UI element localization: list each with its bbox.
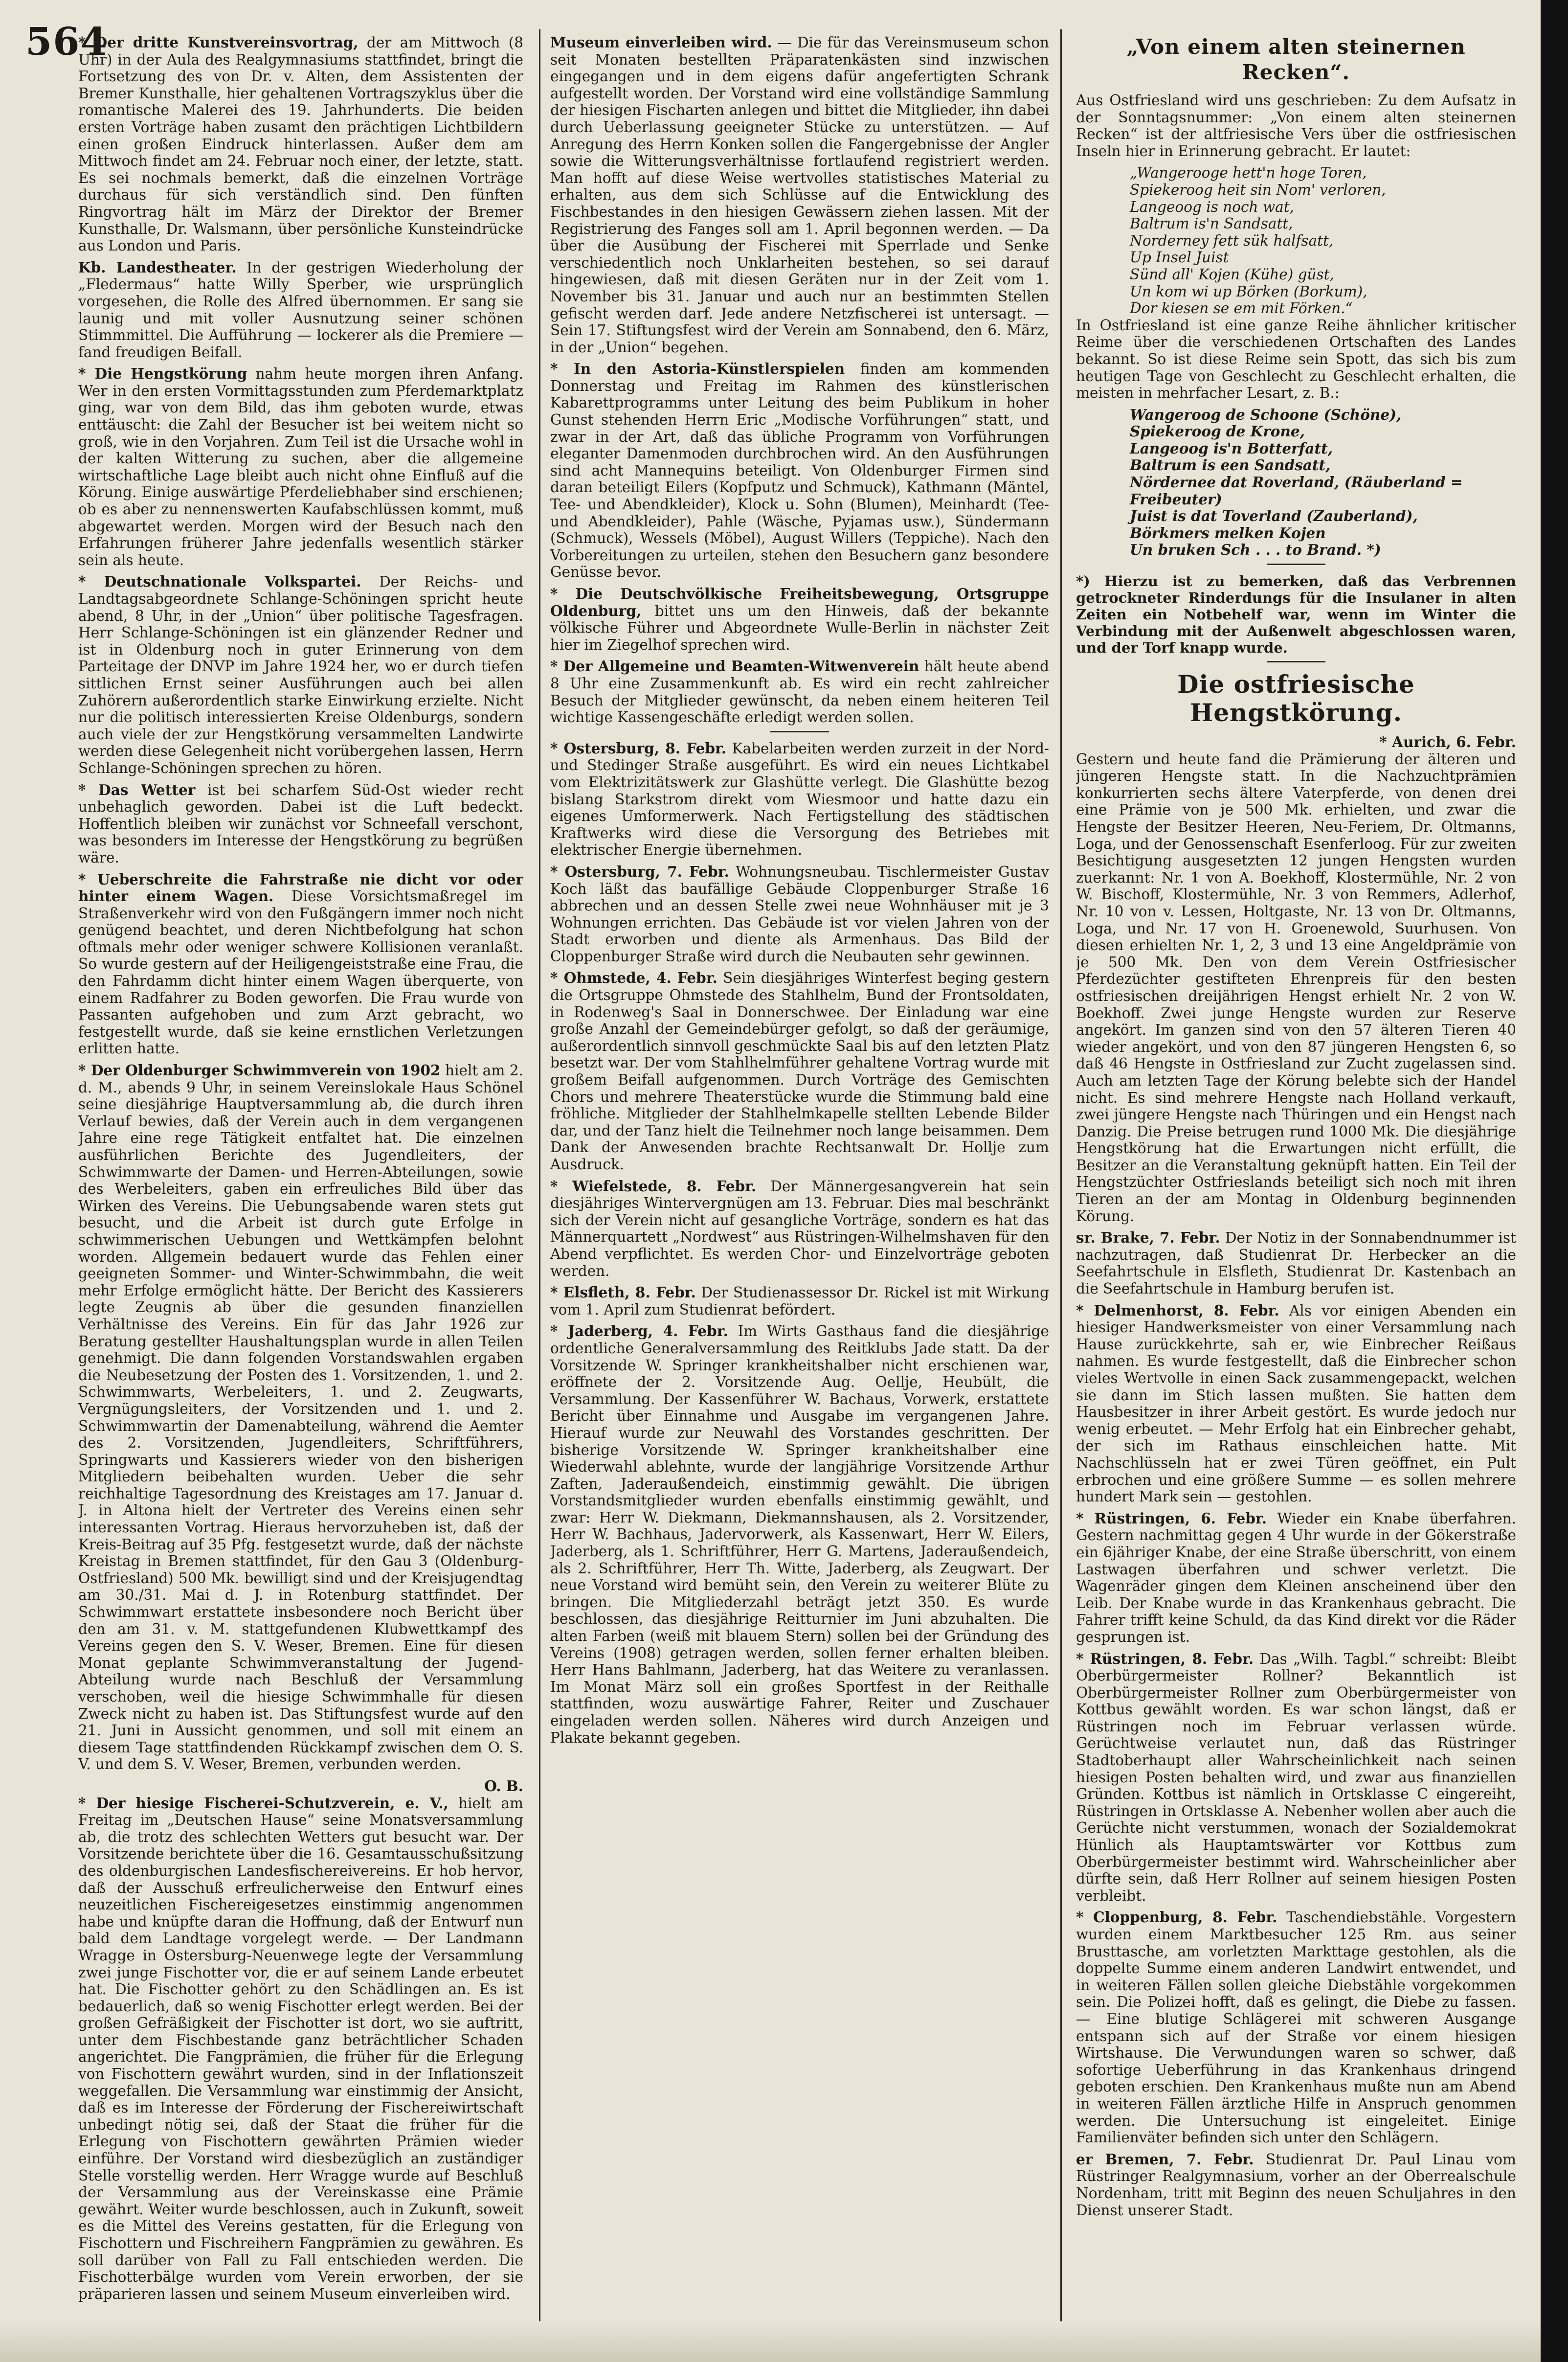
poem-line: Langeoog is noch wat, xyxy=(1130,198,1294,215)
poem-line: Sünd all' Kojen (Kühe) güst, xyxy=(1130,266,1334,283)
article-ostersburg-wohnung: * Ostersburg, 7. Febr. Wohnungsneubau. Tischlermeister Gustav Koch läßt das baufällige Gebäude Cloppenburger Straße 16 abbrechen und an dessen Stelle zwei neue Wohnhäuser mit je 3 Wohnungen errichten. Das Gebäude ist vor vielen Jahren von der Stadt erworben und diente als Armenhaus. Das Bild der Cloppenburger Straße wird durch die Neubauten sehr gewinnen. xyxy=(550,863,1049,965)
section-divider xyxy=(1267,661,1325,662)
page-bottom-margin xyxy=(0,2321,1541,2362)
article-volkspartei: * Deutschnationale Volkspartei. Der Reichs- und Landtagsabgeordnete Schlange-Schöningen spricht heute abend, 8 Uhr, in der „Union“ über politische Tagesfragen. Herr Schlange-Schöningen ist ein glänzender Redner und ist in Oldenburg noch in guter Erinnerung von dem Parteitage der DNVP im Jahre 1924 her, wo er durch tiefen sittlichen Ernst seiner Ausführungen auch bei allen Zuhörern außerordentlich starke Einwirkung erzielte. Nicht nur die politisch interessierten Kreise Oldenburgs, sondern auch viele der zur Hengstkörung versammelten Landwirte werden diese Gelegenheit nicht vorübergehen lassen, Herrn Schlange-Schöningen sprechen zu hören. xyxy=(78,573,523,776)
article-cloppenburg: * Cloppenburg, 8. Febr. Taschendiebstähle. Vorgestern wurden einem Marktbesucher 125 Rm. aus seiner Brusttasche, am vorletzten Markttage gestohlen, als die doppelte Summe einem anderen Landwirt entwendet, und in weiteren Fällen sollen gleiche Diebstähle vorgekommen sein. Die Polizei hofft, daß es gelingt, die Diebe zu fassen. — Eine blutige Schlägerei mit schweren Ausgange entspann sich auf der Straße vor einem hiesigen Wirtshause. Die Verwundungen waren so schwer, daß sofortige Ueberführung in das Krankenhaus dringend geboten erschien. Den Krankenhaus mußte nun am Abend in weiteren Fällen ärztliche Hilfe in Anspruch genommen werden. Die Untersuchung ist eingeleitet. Einige Familienväter befinden sich unter den Schlägern. xyxy=(1076,1908,1516,2146)
poem-line: Up Insel Juist xyxy=(1130,249,1229,266)
article-recke-intro: Aus Ostfriesland wird uns geschrieben: Zu dem Aufsatz in der Sonntagsnummer: „Von einem alten steinernen Recken“ ist der altfriesische Vers über die ostfriesischen Inseln hier in Erinnerung gebracht. Er lautet: xyxy=(1076,92,1516,159)
article-aurich: Gestern und heute fand die Prämierung der älteren und jüngeren Hengste statt. In die Nachzuchtprämien konkurrierten sechs ältere Vaterpferde, von denen drei eine Prämie von je 500 Mk. erhielten, und zwar die Hengste der Besitzer Heeren, Neu-Feriem, Dr. Oltmanns, Loga, und der Genossenschaft Esenferloog. Für zur zweiten Besichtigung ausgesetzten 12 jungen Hengsten wurden zuerkannt: Nr. 1 von A. Boekhoff, Klostermühle, Nr. 2 von W. Bischoff, Klostermühle, Nr. 3 von Remmers, Adlerhof, Nr. 10 von v. Lessen, Holtgaste, Nr. 13 von Dr. Oltmanns, Loga, und Nr. 17 von H. Groenewold, Suurhusen. Von diesen erhielten Nr. 1, 2, 3 und 13 eine Angeldprämie von je 500 Mk. Den von dem Verein Ostfriesischer Pferdezüchter gestifteten Ehrenpreis für den besten ostfriesischen dreijährigen Hengst erhielt Nr. 2 von W. Boekhoff. Zwei junge Hengste wurden zur Reserve angekört. Im ganzen sind von den 57 älteren Tieren 40 wieder angekört, und von den 87 jüngeren Hengsten 6, so daß 46 Hengste in Ostfriesland zur Zucht zugelassen sind. Auch am letzten Tage der Körung belebte sich der Handel nicht. Es sind mehrere Hengste nach Holland verkauft, zwei jüngere Hengste nach Thüringen und ein Hengst nach Danzig. Die Preise betrugen rund 1000 Mk. Die diesjährige Hengstkörung hat die Erwartungen nicht erfüllt, die Besitzer an die Veranstaltung geknüpft hatten. Ein Teil der Hengstzüchter Ostfrieslands beteiligt sich noch mit ihren Tieren an der am Montag in Oldenburg beginnenden Körung. xyxy=(1076,750,1516,1225)
poem-line: Langeoog is'n Botterfatt, xyxy=(1130,439,1333,457)
article-ostersburg-kabel: * Ostersburg, 8. Febr. Kabelarbeiten werden zurzeit in der Nord- und Stedinger Straße ausgeführt. Es wird ein neues Lichtkabel vom Elektrizitätswerk zur Glashütte verlegt. Die Glashütte bezog bislang Starkstrom direkt vom Wiesmoor und hatte dazu ein eigenes Umformerwerk. Nach Fertigstellung des städtischen Kraftwerks wird diese die Versorgung des Betriebes mit elektrischer Energie übernehmen. xyxy=(550,739,1049,859)
article-elsfleth: * Elsfleth, 8. Febr. Der Studienassessor Dr. Rickel ist mit Wirkung vom 1. April zum Studienrat befördert. xyxy=(550,1284,1049,1318)
poem-line: Dor kiesen se em mit Förken.“ xyxy=(1130,300,1353,317)
article-museum: Museum einverleiben wird. — Die für das Vereinsmuseum schon seit Monaten bestellten Präparatenkästen sind inzwischen eingegangen und in dem eigens dafür angefertigten Schrank aufgestellt worden. Der Vorstand wird eine vollständige Sammlung der hiesigen Fischarten anlegen und bittet die Mitglieder, ihn dabei durch Ueberlassung geeigneter Stücke zu unterstützen. — Auf Anregung des Herrn Konken sollen die Fangergebnisse der Angler sowie die Witterungsverhältnisse fortlaufend registriert werden. Man hofft auf diese Weise wertvolles statistisches Material zu erhalten, aus dem sich Schlüsse auf die Entwicklung des Fischbestandes in den hiesigen Gewässern ziehen lassen. Mit der Registrierung des Fanges soll am 1. April begonnen werden. — Da über die Ausübung der Fischerei mit Sperrlade und Senke verschiedentlich noch Unklarheiten bestehen, so sei darauf hingewiesen, daß mit diesen Geräten nur in der Zeit vom 1. November bis 31. Januar und auch nur an bestimmten Stellen gefischt werden darf. Jede andere Netzfischerei ist untersagt. — Sein 17. Stiftungsfest wird der Verein am Sonnabend, den 6. März, in der „Union“ begehen. xyxy=(550,34,1049,356)
article-fahrstrasse: * Ueberschreite die Fahrstraße nie dicht vor oder hinter einem Wagen. Diese Vorsichtsmaßregel im Straßenverkehr wird von den Fußgängern immer noch nicht genügend beachtet, und deren Nichtbefolgung hat schon oftmals mehr oder weniger schwere Kollisionen veranlaßt. So wurde gestern auf der Heiligengeiststraße eine Frau, die den Fahrdamm dicht hinter einem Wagen überquerte, von einem Radfahrer zu Boden geworfen. Die Frau wurde von Passanten aufgehoben und zum Arzt gebracht, wo festgestellt wurde, daß sie keine ernstlichen Verletzungen erlitten hatte. xyxy=(78,870,523,1057)
article-jaderberg: * Jaderberg, 4. Febr. Im Wirts Gasthaus fand die diesjährige ordentliche Generalversammlung des Reitklubs Jade statt. Da der Vorsitzende W. Springer krankheitshalber nicht erschienen war, eröffnete der 2. Vorsitzende Aug. Oellje, Heubült, die Versammlung. Der Kassenführer W. Bachaus, Vorwerk, erstattete Bericht über Einnahme und Ausgabe im vergangenen Jahre. Hierauf wurde zur Neuwahl des Vorstandes geschritten. Der bisherige Vorsitzende W. Springer krankheitshalber eine Wiederwahl ablehnte, wurde der langjährige Vorsitzende Arthur Zaften, Jaderaußendeich, einstimmig gewählt. Die übrigen Vorstandsmitglieder wurden ebenfalls einstimmig gewählt, und zwar: Herr W. Diekmann, Diekmannshausen, als 2. Vorsitzender, Herr W. Bachhaus, Jadervorwerk, als Kassenwart, Herr W. Eilers, Jaderberg, als 1. Schriftführer, Herr G. Martens, Jaderaußendeich, als 2. Schriftführer, Herr Th. Witte, Jaderberg, als Zeugwart. Der neue Vorstand wird bemüht sein, den Verein zu weiterer Blüte zu bringen. Die Mitgliederzahl beträgt jetzt 350. Es wurde beschlossen, das diesjährige Reitturnier im Juni abzuhalten. Die alten Farben (weiß mit blauem Stern) sollen bei der Gründung des Vereins (1908) getragen werden, sollen ferner erhalten bleiben. Herr Hans Bahlmann, Jaderberg, hat das Weitere zu veranlassen. Im Monat März soll ein großes Sportfest in der Reithalle stattfinden, wozu auswärtige Fahrer, Reiter und Zuschauer eingeladen werden sollen. Näheres wird durch Anzeigen und Plakate bekannt gegeben. xyxy=(550,1322,1049,1746)
article-landestheater: Kb. Landestheater. In der gestrigen Wiederholung der „Fledermaus“ hatte Willy Sperber, wie ursprünglich vorgesehen, die Rolle des Alfred übernommen. Er sang sie launig und mit voller Ausnutzung seiner schönen Stimmmittel. Die Aufführung — lockerer als die Premiere — fand freudigen Beifall. xyxy=(78,258,523,361)
article-witwenverein: * Der Allgemeine und Beamten-Witwenverein hält heute abend 8 Uhr eine Zusammenkunft ab. Es wird ein recht zahlreicher Besuch der Mitglieder gewünscht, da neben einem heiteren Teil wichtige Kassengeschäfte erledigt werden sollen. xyxy=(550,658,1049,726)
poem-line: „Wangerooge hett'n hoge Toren, xyxy=(1130,164,1367,182)
poem-line: Norderney fett sük halfsatt, xyxy=(1130,232,1334,249)
section-divider xyxy=(1267,564,1325,565)
poem-line: Spiekeroog heit sin Nom' verloren, xyxy=(1130,181,1386,198)
scan-edge xyxy=(1541,0,1568,2362)
article-signature: O. B. xyxy=(484,1777,523,1794)
article-schwimmverein: * Der Oldenburger Schwimmverein von 1902 hielt am 2. d. M., abends 9 Uhr, in seinem Vereinslokale Haus Schönel seine diesjährige Hauptversammlung ab, die durch ihren Verlauf bewies, daß der Verein auch in dem vergangenen Jahre eine rege Tätigkeit entfaltet hat. Die einzelnen ausführlichen Berichte des Jugendleiters, der Schwimmwarte der Damen- und Herren-Abteilungen, sowie des Werbeleiters, gaben ein erfreuliches Bild über das Wirken des Vereins. Die Uebungsabende waren stets gut besucht, und die Arbeit ist durch gute Erfolge in schwimmerischen Uebungen und Wettkämpfen belohnt worden. Allgemein bedauert wurde das Fehlen einer geeigneten Sommer- und Winter-Schwimmbahn, die weit mehr Erfolge ermöglicht hätte. Der Bericht des Kassierers legte Zeugnis ab über die gesunden finanziellen Verhältnisse des Vereins. Ein für das Jahr 1926 zur Beratung gestellter Haushaltungsplan wurde in allen Teilen genehmigt. Die dann folgenden Vorstandswahlen ergaben die Neubesetzung der Posten des 1. Vorsitzenden, 1. und 2. Schwimmwarts, Werbeleiters, 1. und 2. Zeugwarts, Vergnügungsleiters, der Vorsitzenden und 1. und 2. Schwimmwartin der Damenabteilung, während die Aemter des 2. Vorsitzenden, Jugendleiters, Schriftführers, Springwarts und Kassierers wieder von den bisherigen Mitgliedern beibehalten wurden. Ueber die sehr reichhaltige Tagesordnung des Kreistages am 17. Januar d. J. in Altona hielt der Vertreter des Vereins einen sehr interessanten Vortrag. Hieraus hervorzuheben ist, daß der Kreis-Beitrag auf 35 Pfg. festgesetzt wurde, daß der nächste Kreistag in Bremen stattfindet, für den Gau 3 (Oldenburg-Ostfriesland) 500 Mk. bewilligt sind und der Kreisjugendtag am 30./31. Mai d. J. in Rotenburg stattfindet. Der Schwimmwart erstattete insbesondere noch Bericht über den am 31. v. M. stattgefundenen Klubwettkampf des Vereins gegen den S. V. Weser, Bremen. Eine für diesen Monat geplante Schwimmveranstaltung der Jugend-Abteilung wurde nach Beschluß der Versammlung verschoben, weil die hiesige Schwimmhalle für diesen Zweck nicht zu haben ist. Das Stiftungsfest wurde auf den 21. Juni in Aussicht genommen, und soll mit einem an diesem Tage stattfindenden Rückkampf zwischen dem O. S. V. und dem S. V. Weser, Bremen, verbunden werden. xyxy=(78,1062,523,1773)
dateline: * Aurich, 6. Febr. xyxy=(1379,733,1516,751)
article-brake: sr. Brake, 7. Febr. Der Notiz in der Sonnabendnummer ist nachzutragen, daß Studienrat Dr. Herbecker an die Seefahrtschule in Elsfleth, Studienrat Dr. Kastenbach an die Seefahrtschule in Hamburg berufen ist. xyxy=(1076,1229,1516,1297)
column-1 xyxy=(78,34,523,2334)
article-wetter: * Das Wetter ist bei scharfem Süd-Ost wieder recht unbehaglich geworden. Dabei ist die Luft bedeckt. Hoffentlich bleiben wir zunächst vor Schneefall verschont, was besonders im Interesse der Hengstkörung zu begrüßen wäre. xyxy=(78,781,523,866)
article-astoria: * In den Astoria-Künstlerspielen finden am kommenden Donnerstag und Freitag im Rahmen des künstlerischen Kabarettprogramms unter Leitung des beim Publikum in hoher Gunst stehenden Herrn Eric „Modische Vorführungen“ statt, und zwar in der Art, daß das übliche Programm von Vorführungen eleganter Damenmoden durchbrochen wird. An den Ausführungen sind acht Mannequins beteiligt. Von Oldenburger Firmen sind daran beteiligt Eilers (Kopfputz und Schmuck), Kathmann (Mäntel, Tee- und Abendkleider), Klock u. Sohn (Blumen), Meinhardt (Tee- und Abendkleider), Pahle (Wäsche, Pyjamas usw.), Sündermann (Schmuck), Wessels (Möbel), August Willers (Teppiche). Nach den Vorbereitungen zu urteilen, stehen den Besuchern ganz besondere Genüsse bevor. xyxy=(550,360,1049,581)
column-rule-left xyxy=(539,29,540,2329)
poem-islands-1 xyxy=(1076,164,1516,317)
headline-steinerner-recke: „Von einem alten steinernen Recken“. xyxy=(1126,35,1466,84)
article-fischerei: * Der hiesige Fischerei-Schutzverein, e. V., hielt am Freitag im „Deutschen Hause“ seine Monatsversammlung ab, die trotz des schlechten Wetters gut besucht war. Der Vorsitzende berichtete über die 16. Gesamtausschußsitzung des oldenburgischen Landesfischereivereins. Er hob hervor, daß der Ausschuß erfreulicherweise den Entwurf eines neuzeitlichen Fischereigesetzes einstimmig angenommen habe und knüpfte daran die Hoffnung, daß der Entwurf nun bald dem Landtage vorgelegt werde. — Der Landmann Wragge in Ostersburg-Neuenwege legte der Versammlung zwei junge Fischotter vor, die er auf seinem Lande erbeutet hat. Die Fischotter gehört zu den Schädlingen an. Es ist bedauerlich, daß so wenig Fischotter erlegt werden. Bei der großen Gefräßigkeit der Fischotter ist dort, wo sie auftritt, unter dem Fischbestande ganz beträchtlicher Schaden angerichtet. Die Fangprämien, die früher für die Erlegung von Fischottern gewährt wurden, sind in der Inflationszeit weggefallen. Die Versammlung war einstimmig der Ansicht, daß es im Interesse der Förderung der Fischereiwirtschaft unbedingt nötig sei, daß der Staat die früher für die Erlegung von Fischottern gewährten Prämien wieder einführe. Der Vorstand wird diesbezüglich an zuständiger Stelle vorstellig werden. Herr Wragge wurde auf Beschluß der Versammlung aus der Vereinskasse eine Prämie gewährt. Weiter wurde beschlossen, auch in Zukunft, soweit es die Mittel des Vereins gestatten, für die Erlegung von Fischottern und Fischreihern Fangprämien zu gewähren. Es soll darüber von Fall zu Fall entschieden werden. Die Fischotterbälge wurden vom Verein erworben, der sie präparieren lassen und seinem Museum einverleiben wird. xyxy=(78,1794,523,2302)
poem-line: Un kom wi up Börken (Borkum), xyxy=(1130,283,1367,300)
article-kunstverein: * Der dritte Kunstvereinsvortrag, der am Mittwoch (8 Uhr) in der Aula des Realgymnasiums stattfindet, bringt die Fortsetzung des von Dr. v. Alten, dem Assistenten der Bremer Kunsthalle, hier gehaltenen Vortragszyklus über die romantische Malerei des 19. Jahrhunderts. Die beiden ersten Vorträge haben zusamt den prächtigen Lichtbildern einen großen Eindruck hinterlassen. Außer dem am Mittwoch findet am 24. Februar noch einer, der letzte, statt. Es sei nochmals bemerkt, daß die einzelnen Vorträge durchaus für sich verständlich sind. Den fünften Ringvortrag hält im März der Direktor der Bremer Kunsthalle, Dr. Walsmann, über persönliche Kunsteindrücke aus London und Paris. xyxy=(78,34,523,254)
poem-line: Un bruken Sch . . . to Brand. *) xyxy=(1130,541,1381,559)
article-ohmstede: * Ohmstede, 4. Febr. Sein diesjähriges Winterfest beging gestern die Ortsgruppe Ohmstede des Stahlhelm, Bund der Frontsoldaten, in Rodenweg's Saal in Donnerschwee. Der Einladung war eine große Anzahl der Gemeindebürger gefolgt, so daß der geräumige, außerordentlich sinnvoll geschmückte Saal bis auf den letzten Platz besetzt war. Der vom Stahlhelmführer gehaltene Vortrag wurde mit großem Beifall aufgenommen. Durch Vorträge des Gemischten Chors und mehrere Theaterstücke wurde die Stimmung bald eine fröhliche. Mitglieder der Stahlhelmkapelle stellten Lebende Bilder dar, und der Tanz hielt die Teilnehmer noch lange beisammen. Dem Dank der Anwesenden brachte Rechtsanwalt Dr. Hollje zum Ausdruck. xyxy=(550,969,1049,1173)
poem-line: Juist is dat Toverland (Zauberland), xyxy=(1130,507,1418,525)
column-2 xyxy=(550,34,1049,2334)
poem-line: Nördernee dat Roverland, (Räuberland = Freibeuter) xyxy=(1130,474,1463,508)
article-hengstkoerung: * Die Hengstkörung nahm heute morgen ihren Anfang. Wer in den ersten Vormittagsstunden zum Pferdemarktplatz ging, war von dem Bild, das ihm geboten wurde, etwas enttäuscht: die Zahl der Besucher ist bei weitem nicht so groß, wie in den Vorjahren. Zum Teil ist die Ursache wohl in der kalten Witterung zu suchen, aber die allgemeine wirtschaftliche Lage bleibt auch nicht ohne Einfluß auf die Körung. Einige auswärtige Pferdeliebhaber sind erschienen; ob es aber zu nennenswerten Kaufabschlüssen kommt, muß abgewartet werden. Morgen wird der Besuch nach den Erfahrungen früherer Jahre jedenfalls wesentlich stärker sein als heute. xyxy=(78,365,523,568)
column-rule-right xyxy=(1060,29,1062,2329)
headline-hengstkoerung: Die ostfriesische Hengstkörung. xyxy=(1177,670,1415,727)
page-number: 564 xyxy=(25,20,108,64)
poem-line: Baltrum is'n Sandsatt, xyxy=(1130,215,1293,232)
article-ruestringen-rollner: * Rüstringen, 8. Febr. Das „Wilh. Tagbl.“ schreibt: Bleibt Oberbürgermeister Rollner? Bekanntlich ist Oberbürgermeister Rollner zum Oberbürgermeister von Kottbus gewählt worden. Es war schon längst, daß er Rüstringen noch im Februar verlassen würde. Gerüchtweise verlautet nun, daß das Rüstringer Stadtoberhaupt aller Wahrscheinlichkeit nach seinen hiesigen Posten behalten wird, und zwar aus finanziellen Gründen. Kottbus ist nämlich in Ortsklasse C eingereiht, Rüstringen in Ortsklasse A. Nebenher wollen aber auch die Gerüchte nicht verstummen, wonach der Sozialdemokrat Hünlich als Hauptamtswärter vor Kottbus zum Oberbürgermeister bestimmt wird. Wahrscheinlicher aber dürfte sein, daß Herr Rollner auf seinem hiesigen Posten verbleibt. xyxy=(1076,1650,1516,1904)
column-3 xyxy=(1076,34,1516,2334)
article-ruestringen-knabe: * Rüstringen, 6. Febr. Wieder ein Knabe überfahren. Gestern nachmittag gegen 4 Uhr wurde in der Gökerstraße ein 6jähriger Knabe, der eine Straße überschritt, von einem Lastwagen überfahren und schwer verletzt. Die Wagenräder gingen dem Kleinen anscheinend über den Leib. Der Knabe wurde in das Krankenhaus gebracht. Die Fahrer trifft keine Schuld, da das Kind direkt vor die Räder gesprungen ist. xyxy=(1076,1509,1516,1645)
section-divider xyxy=(770,731,829,732)
article-bremen: er Bremen, 7. Febr. Studienrat Dr. Paul Linau vom Rüstringer Realgymnasium, vorher an der Oberrealschule Nordenham, tritt mit Beginn des neuen Schuljahres in den Dienst unserer Stadt. xyxy=(1076,2150,1516,2219)
article-recke-between: In Ostfriesland ist eine ganze Reihe ähnlicher kritischer Reime über die verschiedenen Ortschaften des Landes bekannt. So ist diese Reime sein Spott, das sich bis zum heutigen Tage von Geschlecht zu Geschlecht erhalten, die meisten in mehrfacher Lesart, z. B.: xyxy=(1076,317,1516,402)
poem-line: Spiekeroog de Krone, xyxy=(1130,423,1305,440)
poem-line: Börkmers melken Kojen xyxy=(1130,524,1326,542)
poem-line: Baltrum is een Sandsatt, xyxy=(1130,456,1331,474)
footnote: *) Hierzu ist zu bemerken, daß das Verbrennen getrockneter Rinderdungs für die Insulaner in alten Zeiten ein Notbehelf war, wenn im Winter die Verbindung mit der Außenwelt abgeschlossen waren, und der Torf knapp wurde. xyxy=(1076,573,1516,657)
article-wiefelstede: * Wiefelstede, 8. Febr. Der Männergesangverein hat sein diesjähriges Wintervergnügen am 13. Februar. Dies mal beschränkt sich der Verein nicht auf gesangliche Vorträge, sondern es hat das Männerquartett „Nordwest“ aus Rüstringen-Wilhelmshaven für den Abend verpflichtet. Es werden Chor- und Einzelvorträge geboten werden. xyxy=(550,1177,1049,1279)
article-delmenhorst: * Delmenhorst, 8. Febr. Als vor einigen Abenden ein hiesiger Handwerksmeister von einer Versammlung nach Hause zurückkehrte, sah er, wie Einbrecher Reißaus nahmen. Es wurde festgestellt, daß die Einbrecher schon vieles Wertvolle in einen Sack zusammengepackt, welchen sie dann im Stich lassen mußten. Sie hatten dem Hausbesitzer in ihrer Arbeit gestört. Es wurde jedoch nur wenig erbeutet. — Mehr Erfolg hat ein Einbrecher gehabt, der sich im Rathaus einschleichen hatte. Mit Nachschlüsseln hat er zwei Türen geöffnet, ein Pult erbrochen und eine größere Summe — es sollen mehrere hundert Mark sein — gestohlen. xyxy=(1076,1301,1516,1505)
poem-line: Wangeroog de Schoone (Schöne), xyxy=(1130,406,1402,423)
poem-islands-2 xyxy=(1076,407,1516,559)
article-freiheitsbewegung: * Die Deutschvölkische Freiheitsbewegung, Ortsgruppe Oldenburg, bittet uns um den Hinweis, daß der bekannte völkische Führer und Abgeordnete Wulle-Berlin in nächster Zeit hier im Ziegelhof sprechen wird. xyxy=(550,585,1049,653)
